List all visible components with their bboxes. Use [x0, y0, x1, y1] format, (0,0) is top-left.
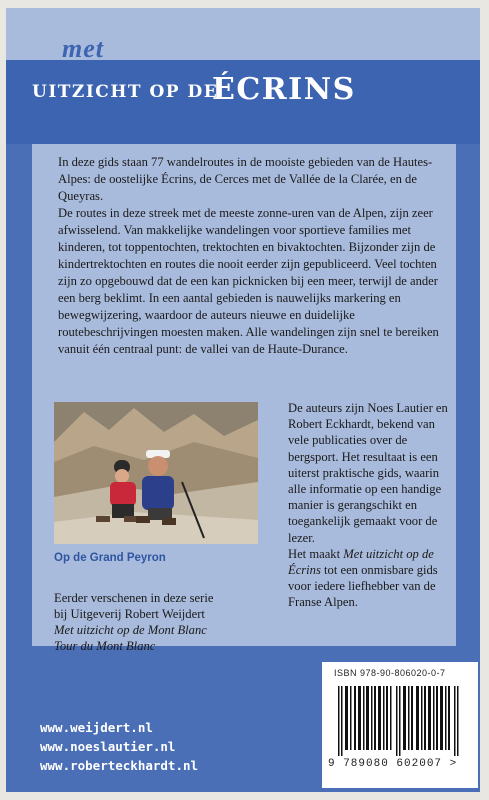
title-prefix: UITZICHT OP DE — [32, 82, 219, 102]
intro-paragraph-1: In deze gids staan 77 wandelroutes in de mooiste gebieden van de Hautes-Alpes: de oostelijke Écrins, de Cerces met de Vallée de la Clarée, en de Queyras. — [58, 155, 433, 203]
authors-p2-end: tot een onmisbare gids voor iedere liefhebber van de Franse Alpen. — [288, 563, 438, 610]
authors-text — [288, 400, 454, 611]
authors-p2-start: Het maakt — [288, 546, 344, 561]
earlier-book-2: Tour du Mont Blanc — [54, 639, 156, 653]
barcode-bars — [338, 686, 462, 756]
earlier-line-1: Eerder verschenen in deze serie — [54, 591, 214, 605]
earlier-book-1: Met uitzicht op de Mont Blanc — [54, 623, 207, 637]
series-word: met — [62, 34, 104, 63]
barcode-number: 9 789080 602007 > — [328, 758, 458, 770]
barcode-box — [322, 662, 478, 788]
intro-paragraph-2: De routes in deze streek met de meeste zonne-uren van de Alpen, zijn zeer afwisselend. Van makkelijke wandelingen voor sportieve families met kinderen, tot toppentochten, trektochten en bivaktochten. Bijzonder zijn de kindertrektochten en routes die nooit eerder zijn gepubliceerd. Veel tochten zijn zo opgebouwd dat de een kan picknicken bij een meer, terwijl de ander een berg beklimt. In een aantal gebieden is nauwelijks markering en bewegwijzering, waardoor de auteurs nieuwe en duidelijke routebeschrijvingen moesten maken. Alle wandelingen zijn snel te bereiken vanuit één centraal punt: de vallei van de Haute-Durance. — [58, 206, 439, 356]
link-weijdert: www.weijdert.nl — [40, 720, 153, 735]
content-panel — [32, 144, 456, 653]
title-main: ÉCRINS — [212, 72, 356, 107]
authors-paragraph-1: De auteurs zijn Noes Lautier en Robert Eckhardt, bekend van vele publicaties over de bergsport. Het resultaat is een uiterst praktische gids, waarin alle informatie op een handige manier is gerangschikt en toegankelijk gemaakt voor de lezer. — [288, 401, 448, 545]
photo-caption: Op de Grand Peyron — [54, 552, 166, 564]
isbn-text: ISBN 978-90-806020-0-7 — [334, 668, 446, 678]
link-noeslautier: www.noeslautier.nl — [40, 739, 176, 754]
authors-p2-title: Met uitzicht op de Écrins — [288, 546, 434, 578]
link-roberteckhardt: www.roberteckhardt.nl — [40, 758, 199, 773]
intro-text — [58, 154, 450, 358]
website-links — [40, 718, 198, 775]
book-back-cover — [6, 8, 480, 792]
earlier-line-2: bij Uitgeverij Robert Weijdert — [54, 607, 205, 621]
hikers-photo — [54, 402, 258, 544]
authors-paragraph-2 — [288, 546, 454, 611]
hikers-photo-image — [54, 402, 258, 544]
earlier-published — [54, 590, 274, 654]
